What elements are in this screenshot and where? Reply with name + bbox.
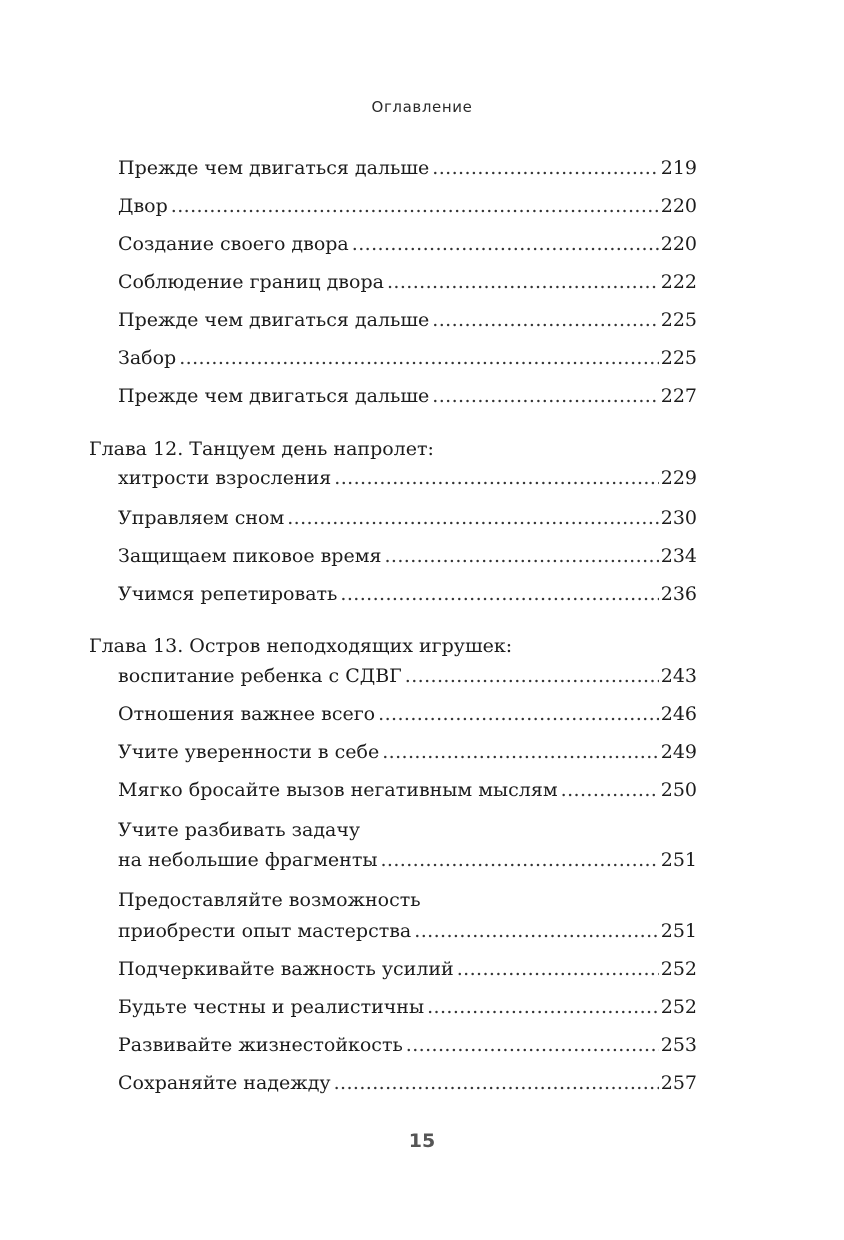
toc-entry <box>118 343 697 373</box>
toc-entry <box>118 916 697 946</box>
dot-leader <box>432 305 658 335</box>
toc-entry <box>118 541 697 571</box>
toc-entry-title: Учите уверенности в себе <box>118 741 380 763</box>
toc-entry <box>118 503 697 533</box>
toc-entry <box>118 775 697 805</box>
toc-entry-page: 234 <box>660 545 697 567</box>
toc-chapter-heading <box>89 434 668 464</box>
toc-entry <box>118 737 697 767</box>
dot-leader <box>432 153 658 183</box>
toc-entry-title: Защищаем пиковое время <box>118 545 382 567</box>
toc-entry <box>118 229 697 259</box>
toc-entry-page: 250 <box>660 779 697 801</box>
dot-leader <box>561 775 659 805</box>
toc-entry-title: Прежде чем двигаться дальше <box>118 385 430 407</box>
toc-entry-page: 243 <box>660 665 697 687</box>
toc-entry-page: 225 <box>660 347 697 369</box>
dot-leader <box>387 267 659 297</box>
toc-entry-page: 227 <box>660 385 697 407</box>
toc-entry-page: 222 <box>660 271 697 293</box>
toc-entry-title: Прежде чем двигаться дальше <box>118 309 430 331</box>
dot-leader <box>432 381 658 411</box>
dot-leader <box>378 699 659 729</box>
toc-entry-page: 229 <box>660 467 697 489</box>
toc-entry-title: воспитание ребенка с СДВГ <box>118 665 402 687</box>
toc-entry-page: 220 <box>660 195 697 217</box>
toc-entry <box>118 305 697 335</box>
toc-entry-page: 252 <box>660 996 697 1018</box>
toc-entry-title: Учите разбивать задачу <box>118 819 361 841</box>
dot-leader <box>380 845 658 875</box>
toc-entry-page: 253 <box>660 1034 697 1056</box>
toc-entry <box>118 463 697 493</box>
dot-leader <box>352 229 659 259</box>
page-number: 15 <box>408 1130 436 1152</box>
toc-entry-title: Учимся репетировать <box>118 583 338 605</box>
toc-entry-page: 236 <box>660 583 697 605</box>
dot-leader <box>384 541 658 571</box>
dot-leader <box>334 463 658 493</box>
toc-entry-page: 230 <box>660 507 697 529</box>
dot-leader <box>406 1030 659 1060</box>
toc-entry-continued <box>118 815 697 845</box>
toc-entry-page: 251 <box>660 849 697 871</box>
toc-entry-page: 225 <box>660 309 697 331</box>
toc-entry-continued <box>118 885 697 915</box>
toc-chapter-title: Глава 12. Танцуем день напролет: <box>89 438 434 460</box>
toc-entry-page: 257 <box>660 1072 697 1094</box>
dot-leader <box>382 737 659 767</box>
toc-entry-title: хитрости взросления <box>118 467 332 489</box>
toc-entry <box>118 1068 697 1098</box>
toc-entry <box>118 191 697 221</box>
dot-leader <box>457 954 659 984</box>
dot-leader <box>414 916 658 946</box>
toc-entry <box>118 954 697 984</box>
toc-entry <box>118 381 697 411</box>
toc-entry-page: 251 <box>660 920 697 942</box>
toc-entry-title: Двор <box>118 195 168 217</box>
dot-leader <box>405 661 659 691</box>
toc-entry-title: приобрести опыт мастерства <box>118 920 412 942</box>
toc-entry <box>118 845 697 875</box>
toc-entry-title: Создание своего двора <box>118 233 349 255</box>
toc-entry-page: 220 <box>660 233 697 255</box>
toc-entry-title: Предоставляйте возможность <box>118 889 421 911</box>
toc-entry-title: Прежде чем двигаться дальше <box>118 157 430 179</box>
toc-entry-title: Подчеркивайте важность усилий <box>118 958 454 980</box>
toc-entry <box>118 153 697 183</box>
toc-chapter-heading <box>89 631 668 661</box>
toc-entry-page: 219 <box>660 157 697 179</box>
toc-entry-title: Мягко бросайте вызов негативным мыслям <box>118 779 558 801</box>
toc-entry-page: 252 <box>660 958 697 980</box>
dot-leader <box>427 992 659 1022</box>
dot-leader <box>179 343 659 373</box>
dot-leader <box>340 579 658 609</box>
toc-entry-title: Управляем сном <box>118 507 285 529</box>
toc-entry <box>118 699 697 729</box>
dot-leader <box>334 1068 659 1098</box>
toc-entry <box>118 1030 697 1060</box>
toc-chapter-title: Глава 13. Остров неподходящих игрушек: <box>89 635 513 657</box>
toc-entry-title: Соблюдение границ двора <box>118 271 384 293</box>
toc-entry <box>118 579 697 609</box>
toc-entry-page: 249 <box>660 741 697 763</box>
toc-entry-title: Развивайте жизнестойкость <box>118 1034 403 1056</box>
toc-entry-title: Сохраняйте надежду <box>118 1072 331 1094</box>
toc-entry <box>118 992 697 1022</box>
toc-entry <box>118 661 697 691</box>
dot-leader <box>287 503 659 533</box>
toc-entry-title: Будьте честны и реалистичны <box>118 996 425 1018</box>
toc-entry <box>118 267 697 297</box>
running-head: Оглавление <box>371 98 473 116</box>
dot-leader <box>171 191 659 221</box>
toc-entry-title: Отношения важнее всего <box>118 703 376 725</box>
toc-entry-title: на небольшие фрагменты <box>118 849 378 871</box>
toc-entry-page: 246 <box>660 703 697 725</box>
toc-entry-title: Забор <box>118 347 177 369</box>
